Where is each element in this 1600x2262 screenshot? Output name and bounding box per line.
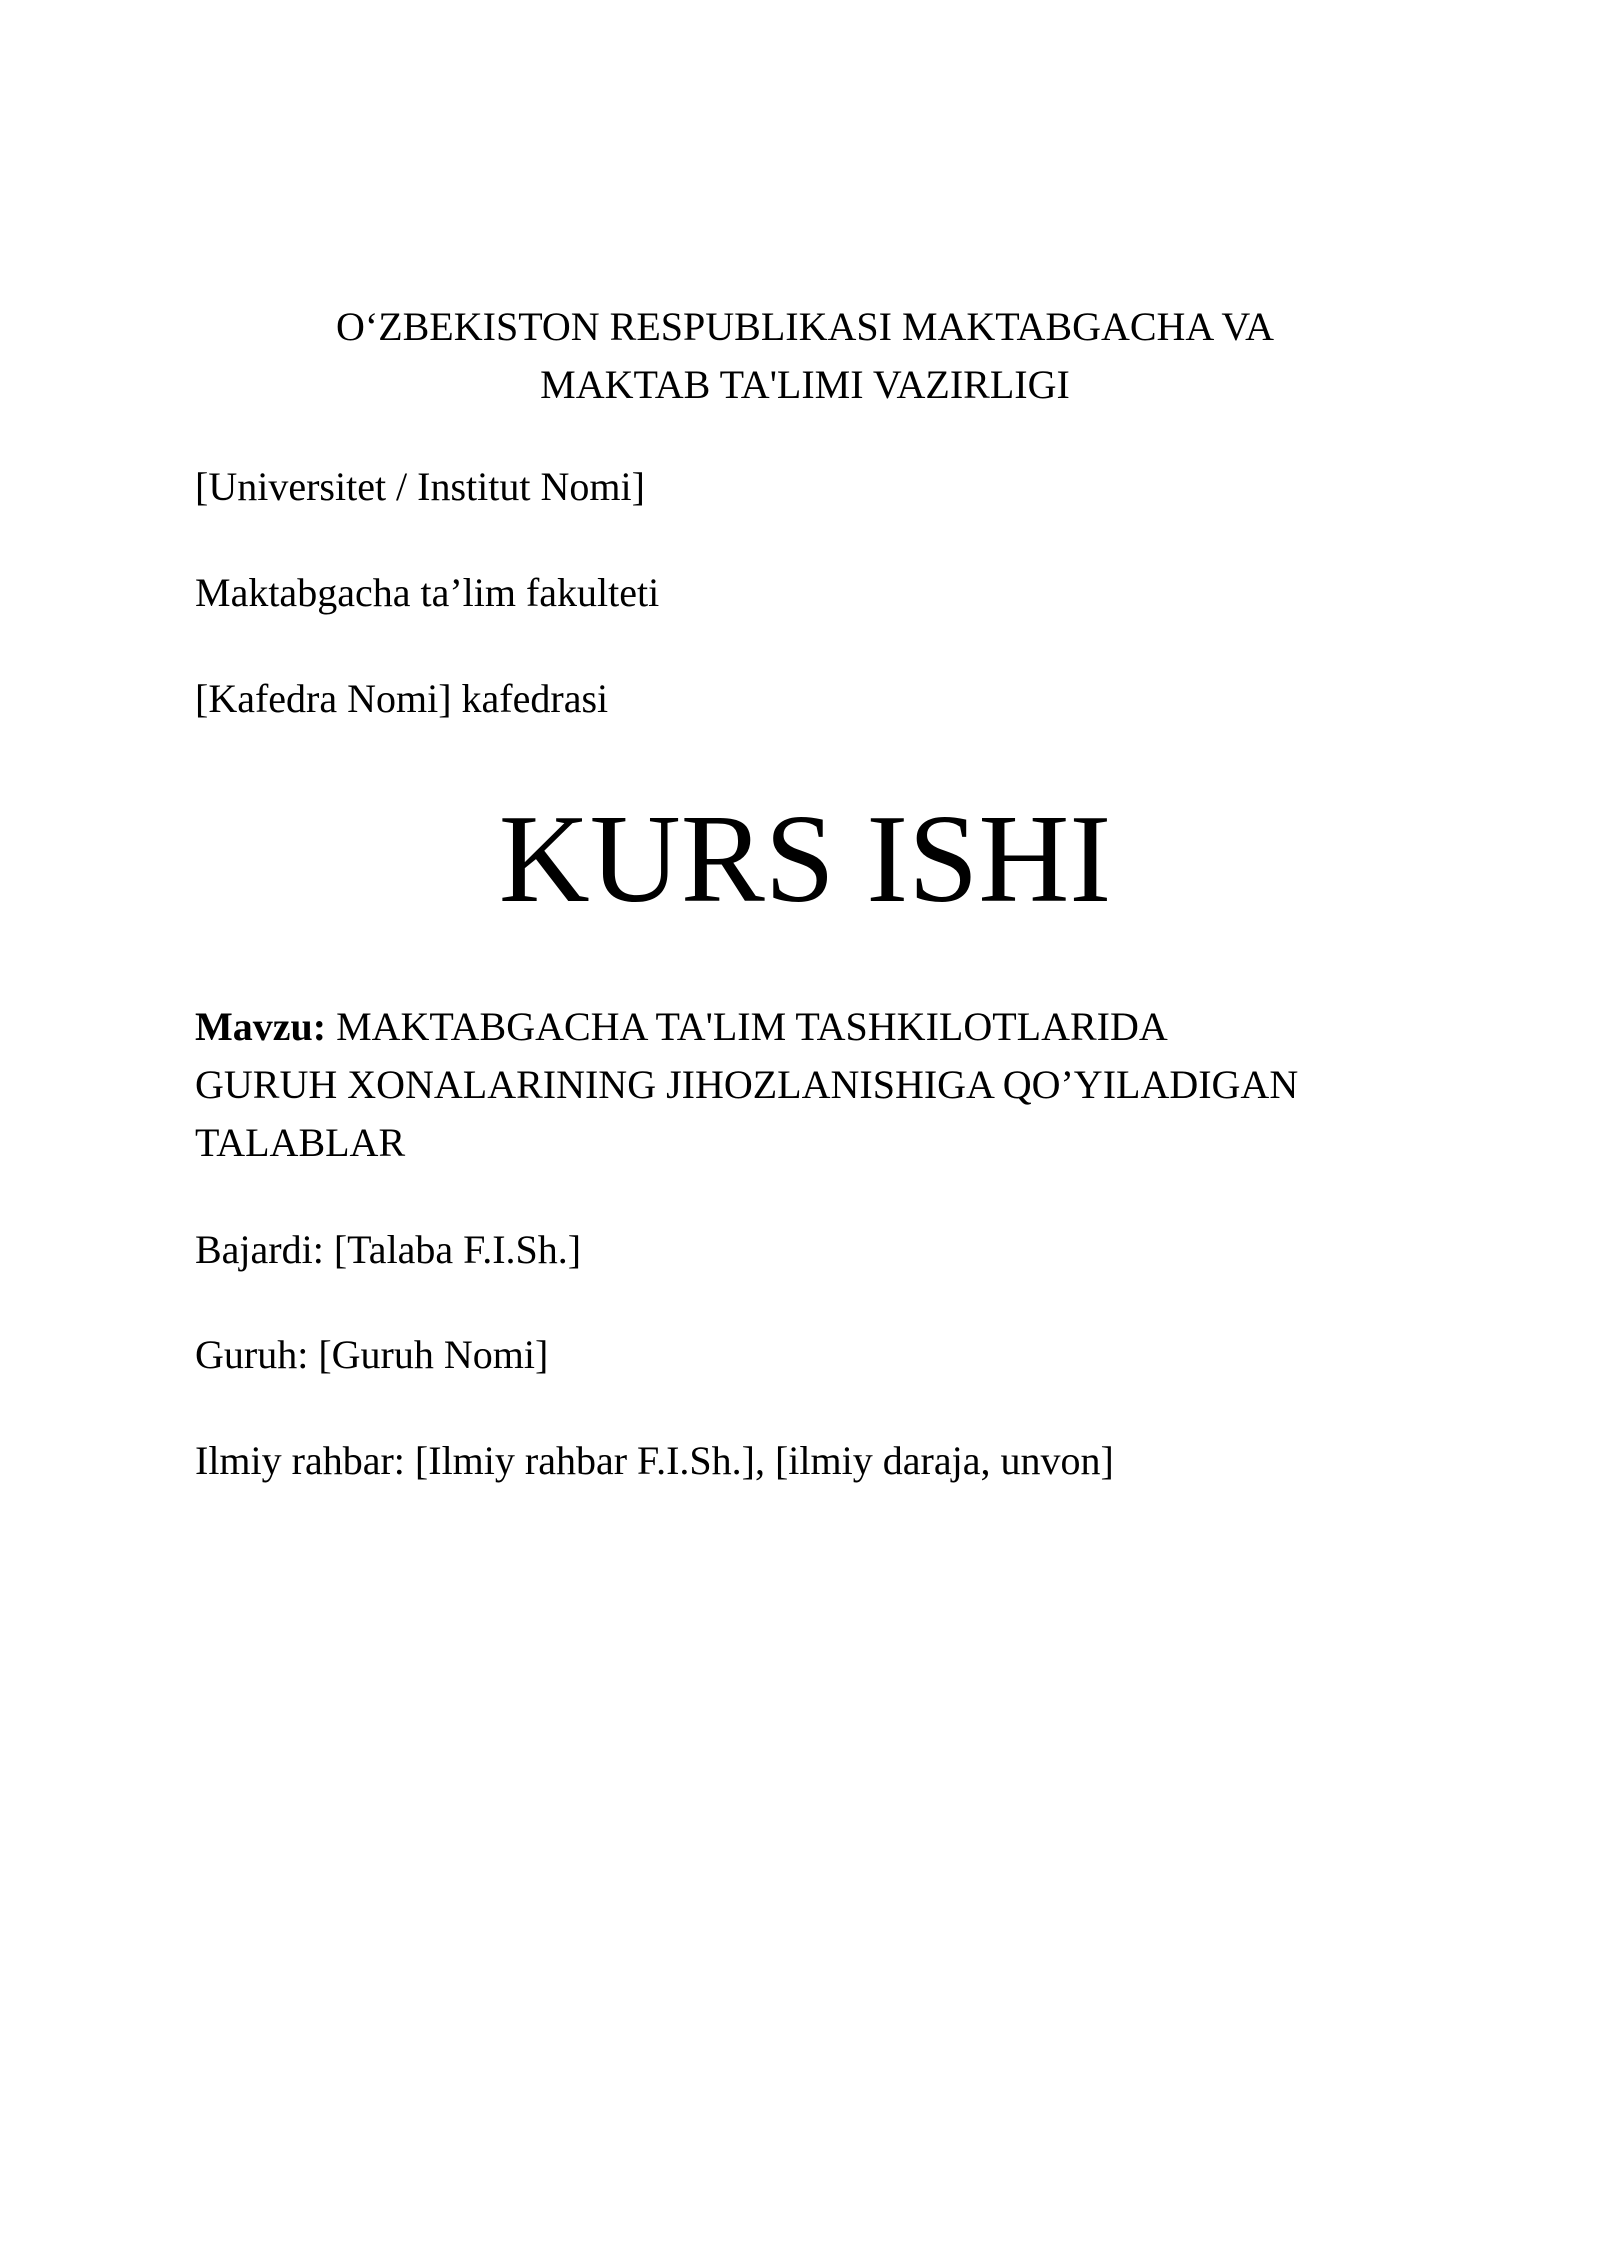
supervisor-info: Ilmiy rahbar: [Ilmiy rahbar F.I.Sh.], [ilmiy daraja, unvon]	[195, 1438, 1114, 1483]
university-name: [Universitet / Institut Nomi]	[195, 464, 645, 509]
faculty-name: Maktabgacha ta’lim fakulteti	[195, 570, 660, 615]
department-name: [Kafedra Nomi] kafedrasi	[195, 676, 609, 721]
ministry-heading	[195, 298, 1415, 414]
topic-line-2: GURUH XONALARINING JIHOZLANISHIGA QO’YILADIGAN	[195, 1062, 1299, 1107]
topic-line-3: TALABLAR	[195, 1120, 406, 1165]
topic-label: Mavzu:	[195, 1004, 327, 1049]
document-title: KURS ISHI	[498, 790, 1112, 929]
topic-line-1: MAKTABGACHA TA'LIM TASHKILOTLARIDA	[326, 1004, 1168, 1049]
group-info: Guruh: [Guruh Nomi]	[195, 1332, 549, 1377]
ministry-line-2: MAKTAB TA'LIMI VAZIRLIGI	[540, 362, 1070, 407]
topic-first-line	[195, 998, 1435, 1056]
ministry-line-1: O‘ZBEKISTON RESPUBLIKASI MAKTABGACHA VA	[335, 304, 1274, 349]
student-info: Bajardi: [Talaba F.I.Sh.]	[195, 1227, 582, 1272]
topic	[195, 998, 1435, 1172]
